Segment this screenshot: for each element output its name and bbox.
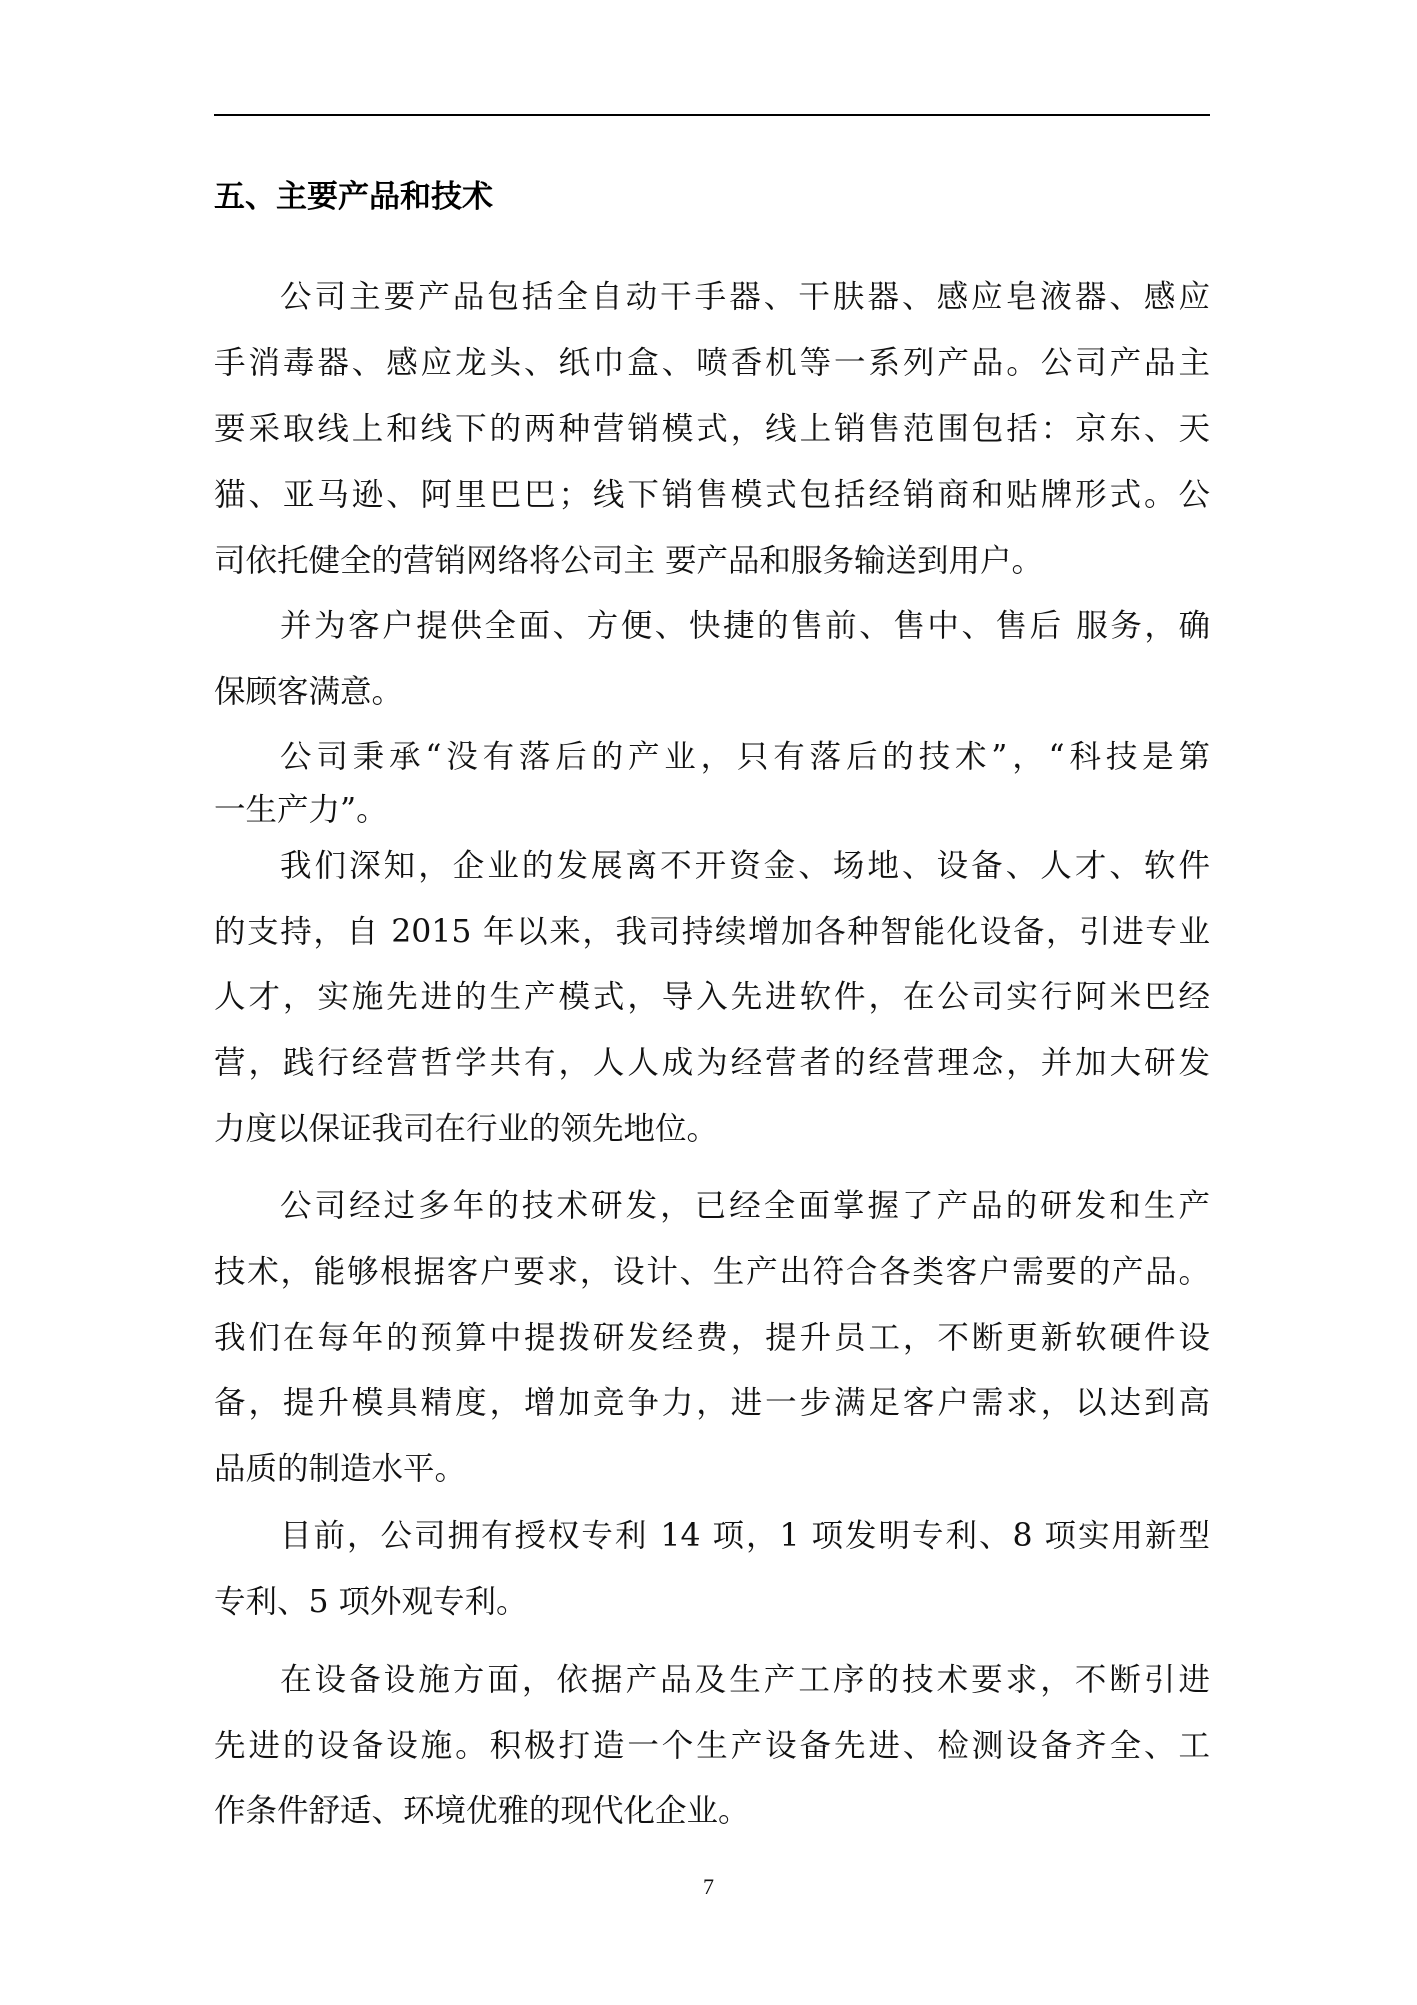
text-line: 手消毒器、感应龙头、纸巾盒、喷香机等一系列产品。公司产品主 xyxy=(214,345,1210,381)
section-heading: 五、主要产品和技术 xyxy=(214,179,493,215)
text-line: 营，践行经营哲学共有，人人成为经营者的经营理念，并加大研发 xyxy=(214,1045,1210,1081)
text-line: 备，提升模具精度，增加竞争力，进一步满足客户需求，以达到高 xyxy=(214,1385,1210,1421)
text-line: 要采取线上和线下的两种营销模式，线上销售范围包括：京东、天 xyxy=(214,411,1210,447)
text-line: 猫、亚马逊、阿里巴巴；线下销售模式包括经销商和贴牌形式。公 xyxy=(214,477,1210,513)
header-rule xyxy=(214,114,1210,116)
text-line: 公司秉承“没有落后的产业，只有落后的技术”，“科技是第 xyxy=(280,739,1210,775)
text-line: 保顾客满意。 xyxy=(214,674,404,710)
text-line: 我们在每年的预算中提拨研发经费，提升员工，不断更新软硬件设 xyxy=(214,1320,1210,1356)
page-number: 7 xyxy=(703,1874,714,1899)
text-line: 公司经过多年的技术研发，已经全面掌握了产品的研发和生产 xyxy=(280,1188,1210,1224)
text-line: 的支持，自 2015 年以来，我司持续增加各种智能化设备，引进专业 xyxy=(214,914,1210,950)
text-line: 司依托健全的营销网络将公司主 要产品和服务输送到用户。 xyxy=(214,543,1044,579)
text-line: 作条件舒适、环境优雅的现代化企业。 xyxy=(214,1793,750,1829)
text-line: 技术，能够根据客户要求，设计、生产出符合各类客户需要的产品。 xyxy=(214,1254,1210,1290)
text-line: 力度以保证我司在行业的领先地位。 xyxy=(214,1111,719,1147)
text-line: 目前，公司拥有授权专利 14 项，1 项发明专利、8 项实用新型 xyxy=(280,1518,1210,1554)
text-line: 品质的制造水平。 xyxy=(214,1451,467,1487)
text-line: 一生产力”。 xyxy=(214,792,388,828)
text-line: 专利、5 项外观专利。 xyxy=(214,1584,528,1620)
text-line: 我们深知，企业的发展离不开资金、场地、设备、人才、软件 xyxy=(280,848,1210,884)
text-line: 在设备设施方面，依据产品及生产工序的技术要求，不断引进 xyxy=(280,1662,1210,1698)
text-line: 人才，实施先进的生产模式，导入先进软件，在公司实行阿米巴经 xyxy=(214,979,1210,1015)
text-line: 公司主要产品包括全自动干手器、干肤器、感应皂液器、感应 xyxy=(280,279,1210,315)
text-line: 先进的设备设施。积极打造一个生产设备先进、检测设备齐全、工 xyxy=(214,1728,1210,1764)
text-line: 并为客户提供全面、方便、快捷的售前、售中、售后 服务，确 xyxy=(280,608,1210,644)
